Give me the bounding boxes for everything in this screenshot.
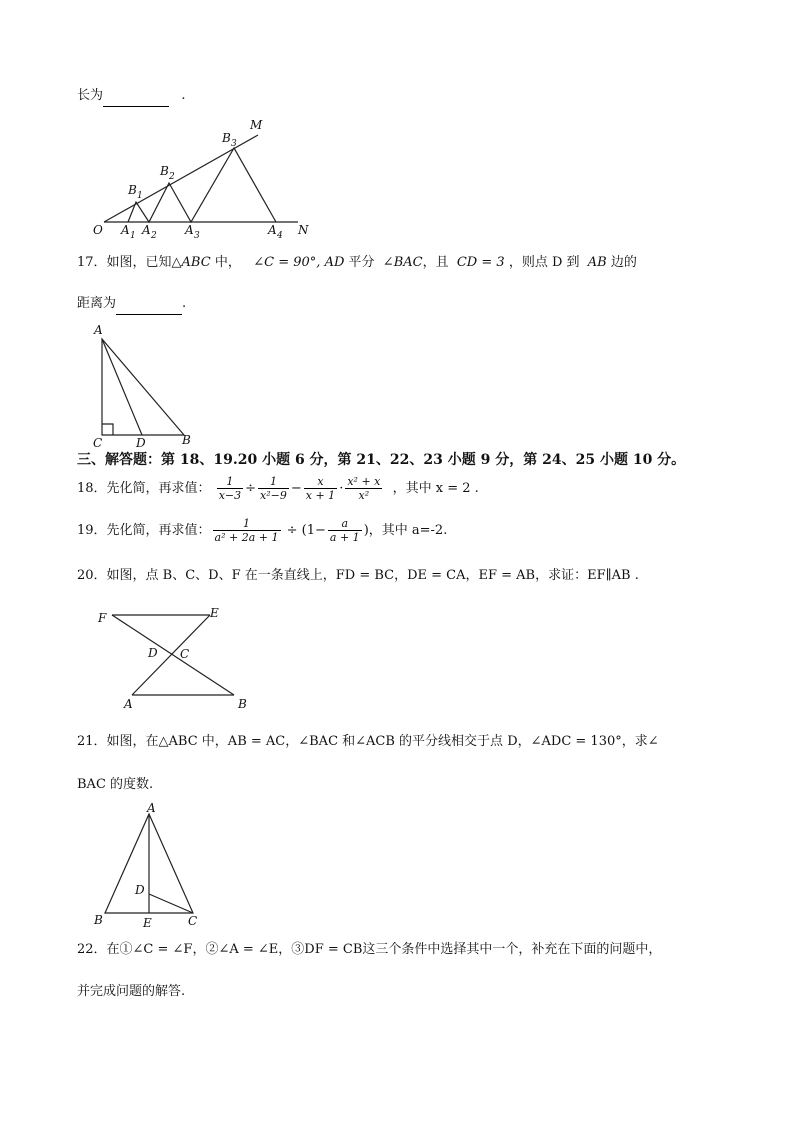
label-B2: B	[160, 164, 169, 178]
q17-angle-c: ∠C = 90°,	[253, 255, 321, 270]
q17-qie: ，且	[422, 255, 449, 270]
q17-ab: AB	[587, 255, 607, 270]
label-A2: A	[142, 223, 151, 237]
q19-frac-1	[213, 517, 281, 544]
label-B2-sub: 2	[169, 172, 175, 182]
label-A3: A	[185, 223, 194, 237]
label-M: M	[250, 118, 263, 132]
label-B: B	[238, 697, 247, 711]
label-A: A	[124, 697, 133, 711]
label-A1: A	[121, 223, 130, 237]
q17-number: 17．如图，已知	[77, 255, 172, 270]
q16-tail	[77, 86, 186, 107]
zigzag-path	[128, 148, 276, 222]
label-B1-sub: 1	[137, 191, 143, 201]
label-F: F	[98, 611, 107, 625]
figure-17	[88, 320, 208, 450]
label-B: B	[182, 433, 191, 447]
label-A: A	[94, 323, 103, 337]
q18-frac-2	[258, 475, 289, 502]
q19-frac-2	[328, 517, 362, 544]
q19-f1-den: a² + 2a + 1	[214, 531, 279, 544]
q18-f2-num: 1	[258, 475, 289, 489]
label-A4-sub: 4	[277, 231, 283, 241]
triangle-symbol: △	[171, 255, 182, 270]
q17-distance-label: 距离为	[77, 296, 117, 311]
q17-bian: 边的	[610, 255, 637, 270]
q22-line1: 22．在①∠C = ∠F，②∠A = ∠E，③DF = CB这三个条件中选择其中一个，补充在下面的问题中，	[77, 942, 662, 957]
label-C: C	[188, 914, 198, 928]
q19-line	[77, 516, 447, 546]
q18-f1-den: x−3	[218, 489, 242, 502]
segment-ea	[132, 615, 210, 695]
q18-f2-den: x²−9	[260, 489, 287, 502]
label-N: N	[298, 223, 309, 237]
figure-16	[88, 112, 328, 244]
q19-f1-num: 1	[213, 517, 281, 531]
q18-f4-den: x²	[358, 489, 370, 502]
q21-line2: BAC 的度数.	[77, 777, 154, 792]
q19-f2-num: a	[328, 517, 362, 531]
q18-op-minus: −	[290, 481, 302, 496]
right-angle-mark	[102, 424, 113, 435]
q19-number: 19．先化简，再求值：	[77, 523, 211, 538]
q17-line2	[77, 294, 186, 315]
q18-condition: ，其中 x = 2 .	[392, 481, 479, 496]
q20-line: 20．如图，点 B、C、D、F 在一条直线上，FD = BC，DE = CA，EF = AB，求证：EF∥AB .	[77, 568, 639, 583]
label-B3: B	[222, 131, 231, 145]
q18-f3-den: x + 1	[305, 489, 336, 502]
q18-f3-num: x	[304, 475, 337, 489]
figure-20	[92, 600, 262, 715]
label-A: A	[147, 801, 156, 815]
q18-line	[77, 474, 479, 504]
label-B: B	[94, 913, 103, 927]
q18-frac-3	[304, 475, 337, 502]
label-A2-sub: 2	[151, 231, 157, 241]
label-C: C	[93, 436, 103, 450]
q17-bac: ∠BAC	[382, 255, 423, 270]
label-A3-sub: 3	[194, 231, 200, 241]
label-C: C	[180, 647, 190, 661]
q17-pingfen: 平分	[348, 255, 375, 270]
q19-div-paren: ÷ (1−	[286, 523, 326, 538]
q21-line1: 21．如图，在△ABC 中，AB = AC，∠BAC 和∠ACB 的平分线相交于点 D，∠ADC = 130°，求∠	[77, 734, 659, 749]
q16-text: 长为	[77, 88, 104, 103]
label-A4: A	[268, 223, 277, 237]
q19-condition: ，其中 a=-2.	[368, 523, 448, 538]
triangle-abc	[102, 339, 184, 435]
q17-abc: ABC	[181, 255, 211, 270]
q17-answer-blank[interactable]	[116, 294, 182, 315]
label-D: D	[135, 883, 145, 897]
q16-answer-blank[interactable]	[103, 86, 169, 107]
label-B3-sub: 3	[231, 139, 237, 149]
q17-zedian: ，则点 D 到	[508, 255, 580, 270]
label-A1-sub: 1	[130, 231, 136, 241]
q19-f2-den: a + 1	[329, 531, 360, 544]
q17-zhong: 中，	[214, 255, 241, 270]
label-B1: B	[128, 183, 137, 197]
q18-f1-num: 1	[217, 475, 243, 489]
q18-frac-1	[217, 475, 243, 502]
q17-line1	[77, 253, 637, 273]
label-D: D	[148, 646, 158, 660]
label-E: E	[143, 916, 152, 930]
q19-close-paren: )	[363, 523, 369, 538]
segment-ad	[102, 339, 142, 435]
segment-fb	[112, 615, 234, 695]
q18-number: 18．先化简，再求值：	[77, 481, 211, 496]
q16-period: .	[181, 88, 186, 103]
section-3-heading: 三、解答题：第 18、19.20 小题 6 分，第 21、22、23 小题 9 分，第 24、25 小题 10 分。	[77, 452, 686, 468]
q18-frac-4	[345, 475, 382, 502]
q22-line2: 并完成问题的解答.	[77, 984, 186, 999]
label-D: D	[136, 436, 146, 450]
q17-ad: AD	[324, 255, 345, 270]
q18-op-div: ÷	[245, 481, 257, 496]
q18-op-dot: ·	[339, 481, 344, 496]
q17-period: .	[182, 296, 187, 311]
label-O: O	[93, 223, 103, 237]
label-E: E	[210, 606, 219, 620]
q18-f4-num: x² + x	[347, 475, 381, 488]
figure-21	[88, 800, 208, 930]
q17-cd: CD = 3	[456, 255, 505, 270]
